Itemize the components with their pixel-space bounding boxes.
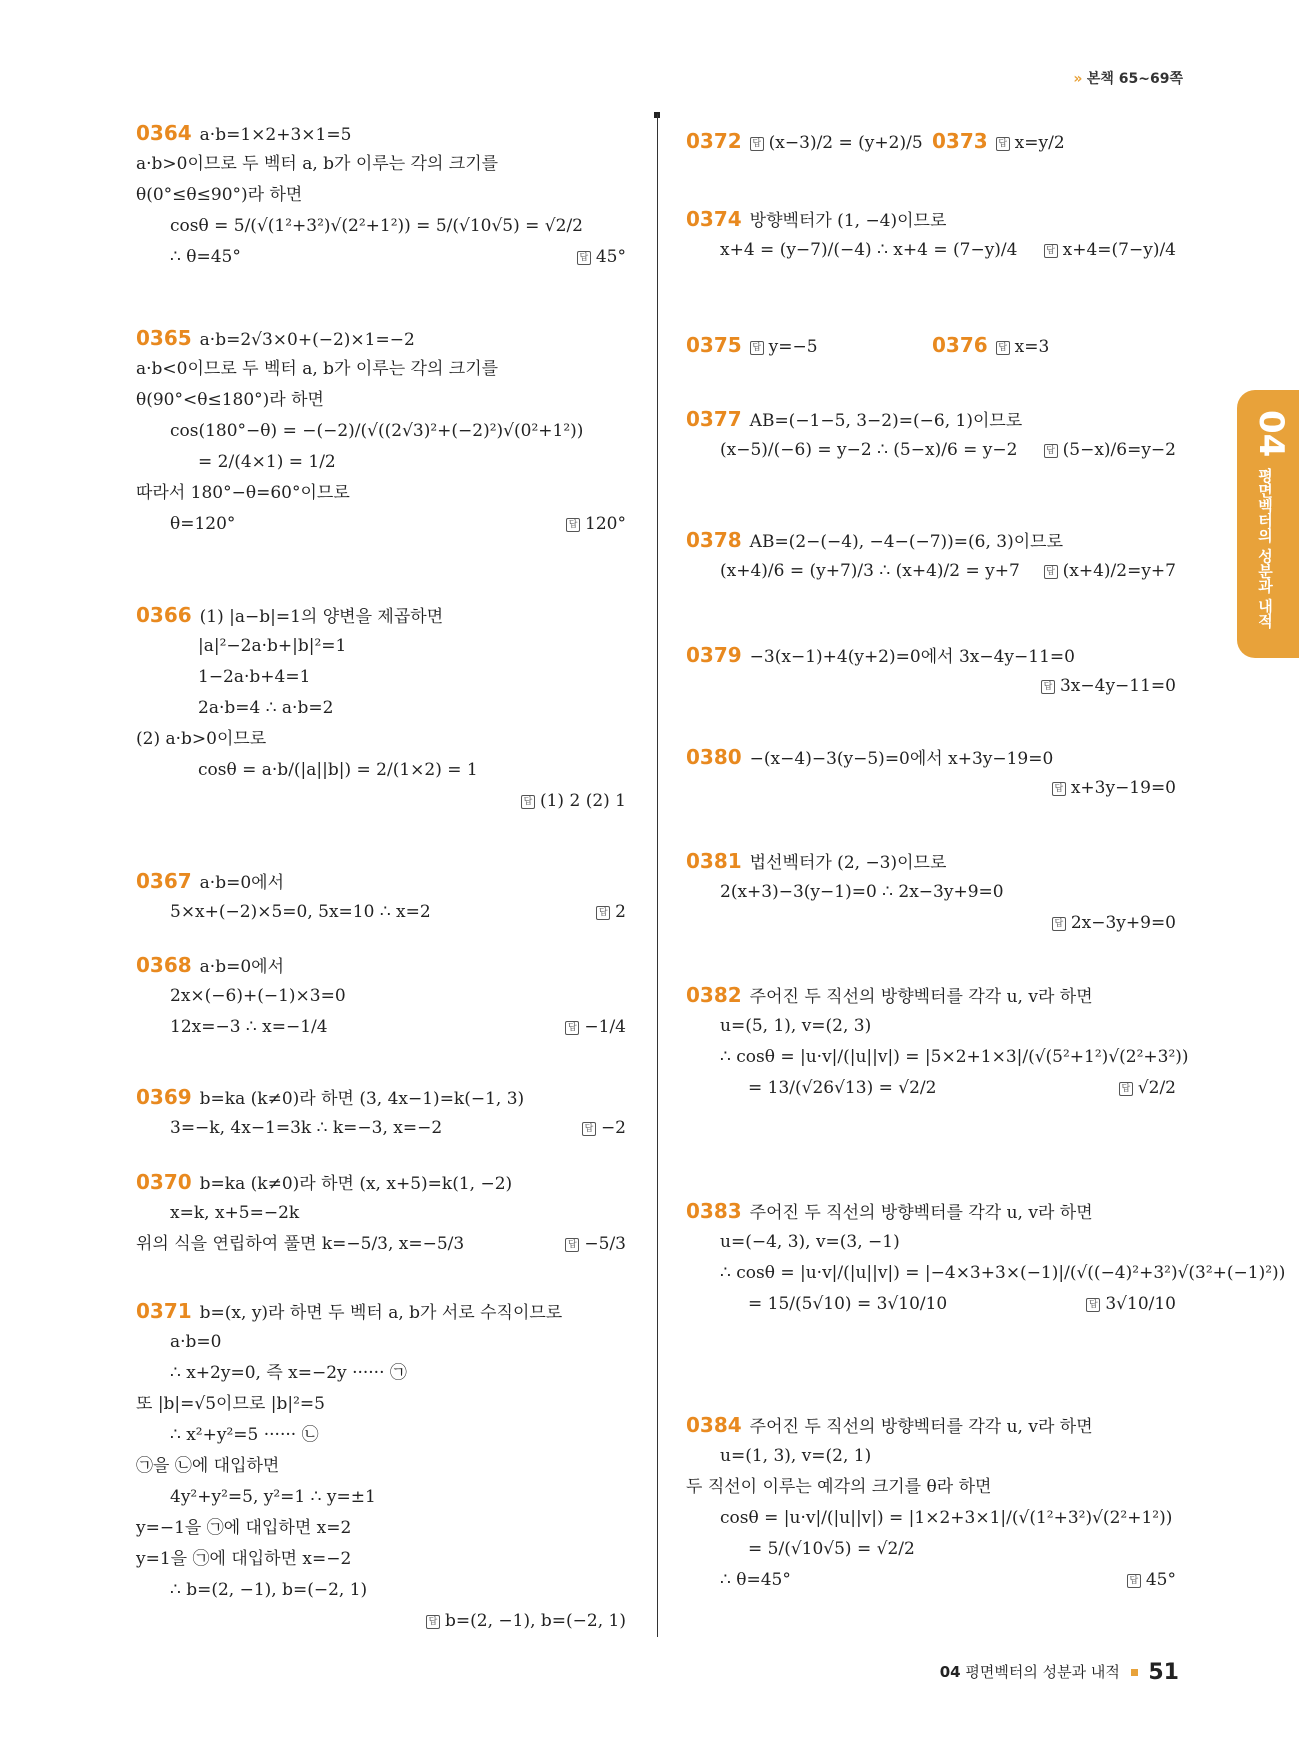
solution-line <box>136 118 626 149</box>
answer-text: x+3y−19=0 <box>1070 778 1176 798</box>
answer-icon: 답 <box>566 518 580 532</box>
line-text: 2x×(−6)+(−1)×3=0 <box>170 986 346 1006</box>
line-text: y=−1을 ㉠에 대입하면 x=2 <box>136 1518 352 1538</box>
solution-line <box>136 447 626 478</box>
solution-line <box>686 1565 1176 1596</box>
answer-icon: 답 <box>565 1238 579 1252</box>
problem-number: 0381 <box>686 849 742 873</box>
line-text: 주어진 두 직선의 방향벡터를 각각 u, v라 하면 <box>749 1417 1093 1437</box>
line-text: y=1을 ㉠에 대입하면 x=−2 <box>136 1549 352 1569</box>
answer-text: 120° <box>585 514 626 534</box>
footer-square-icon <box>1131 1669 1138 1676</box>
answer-mark <box>596 897 626 928</box>
problem-block <box>136 600 626 817</box>
solution-line <box>932 330 1172 361</box>
page-range-label: 본책 65~69쪽 <box>1086 71 1183 87</box>
line-text: a·b=0 <box>170 1332 222 1352</box>
solution-line <box>136 478 626 509</box>
answer-mark <box>521 786 626 817</box>
line-text: 또 |b|=√5이므로 |b|²=5 <box>136 1394 325 1414</box>
answer-mark <box>426 1606 626 1637</box>
problem-number: 0384 <box>686 1413 742 1437</box>
solution-line <box>136 1327 626 1358</box>
problem-block <box>136 1167 626 1260</box>
answer-icon: 답 <box>996 137 1010 151</box>
problem-block <box>136 323 626 540</box>
solution-line <box>686 435 1176 466</box>
answer-text: 45° <box>1145 1570 1176 1590</box>
solution-line <box>686 1289 1176 1320</box>
line-text: ∴ cosθ = |u·v|/(|u||v|) = |5×2+1×3|/(√(5²+1²)√(2²+3²)) <box>720 1047 1189 1067</box>
problem-number: 0383 <box>686 1199 742 1223</box>
solution-line <box>136 211 626 242</box>
solution-line <box>686 1196 1176 1227</box>
solution-line <box>686 525 1176 556</box>
chapter-tab <box>1237 390 1299 658</box>
solution-line <box>136 1606 626 1637</box>
solution-line <box>136 755 626 786</box>
solution-line <box>136 981 626 1012</box>
solution-line <box>136 1296 626 1327</box>
line-text: 주어진 두 직선의 방향벡터를 각각 u, v라 하면 <box>749 1203 1093 1223</box>
problem-block <box>686 980 1189 1104</box>
problem-block <box>686 525 1176 587</box>
solution-line <box>686 204 1176 235</box>
line-text: ∴ θ=45° <box>720 1570 791 1590</box>
line-text: cosθ = 5/(√(1²+3²)√(2²+1²)) = 5/(√10√5) = √2/2 <box>170 216 583 236</box>
problem-block <box>932 126 1172 157</box>
answer-text: (x+4)/2=y+7 <box>1062 561 1176 581</box>
line-text: a·b>0이므로 두 벡터 a, b가 이루는 각의 크기를 <box>136 154 499 174</box>
line-text: u=(5, 1), v=(2, 3) <box>720 1016 872 1036</box>
answer-icon: 답 <box>996 341 1010 355</box>
column-divider <box>657 114 658 1637</box>
solution-line <box>136 866 626 897</box>
line-text: 법선벡터가 (2, −3)이므로 <box>749 853 947 873</box>
line-text: 12x=−3 ∴ x=−1/4 <box>170 1017 328 1037</box>
solution-line <box>136 1575 626 1606</box>
solution-line <box>136 180 626 211</box>
page-number: 51 <box>1148 1660 1179 1685</box>
solution-line <box>136 600 626 631</box>
answer-mark <box>1127 1565 1176 1596</box>
problem-number: 0371 <box>136 1299 192 1323</box>
line-text: ∴ cosθ = |u·v|/(|u||v|) = |−4×3+3×(−1)|/(√((−4)²+3²)√(3²+(−1)²)) <box>720 1263 1286 1283</box>
line-text: cosθ = a·b/(|a||b|) = 2/(1×2) = 1 <box>198 760 478 780</box>
solution-line <box>136 509 626 540</box>
problem-block <box>686 1196 1286 1320</box>
answer-icon: 답 <box>1044 444 1058 458</box>
answer-text: 3x−4y−11=0 <box>1059 676 1176 696</box>
solution-line <box>686 556 1176 587</box>
line-text: = 2/(4×1) = 1/2 <box>198 452 336 472</box>
problem-block <box>686 742 1176 804</box>
line-text: θ(90°<θ≤180°)라 하면 <box>136 390 324 410</box>
line-text: u=(1, 3), v=(2, 1) <box>720 1446 872 1466</box>
line-text: b=(x, y)라 하면 두 벡터 a, b가 서로 수직이므로 <box>199 1303 563 1323</box>
answer-icon: 답 <box>582 1122 596 1136</box>
line-text: a·b=2√3×0+(−2)×1=−2 <box>199 330 415 350</box>
line-text: 5×x+(−2)×5=0, 5x=10 ∴ x=2 <box>170 902 431 922</box>
problem-block <box>136 866 626 928</box>
line-text: ㉠을 ㉡에 대입하면 <box>136 1456 280 1476</box>
answer-text: (5−x)/6=y−2 <box>1062 440 1176 460</box>
answer-icon: 답 <box>1044 565 1058 579</box>
problem-number: 0376 <box>932 333 988 357</box>
answer-icon: 답 <box>750 137 764 151</box>
answer-mark <box>577 242 626 273</box>
solution-line <box>136 385 626 416</box>
problem-block <box>136 950 626 1043</box>
answer-icon: 답 <box>1041 680 1055 694</box>
line-text: 4y²+y²=5, y²=1 ∴ y=±1 <box>170 1487 376 1507</box>
line-text: 1−2a·b+4=1 <box>198 667 311 687</box>
solution-line <box>136 1012 626 1043</box>
solution-line <box>136 354 626 385</box>
line-text: θ(0°≤θ≤90°)라 하면 <box>136 185 303 205</box>
solution-line <box>136 1229 626 1260</box>
line-text: 두 직선이 이루는 예각의 크기를 θ라 하면 <box>686 1477 992 1497</box>
solution-line <box>136 1544 626 1575</box>
line-text: 주어진 두 직선의 방향벡터를 각각 u, v라 하면 <box>749 987 1093 1007</box>
solution-line <box>686 742 1176 773</box>
answer-icon: 답 <box>1127 1574 1141 1588</box>
line-text: cosθ = |u·v|/(|u||v|) = |1×2+3×1|/(√(1²+3²)√(2²+1²)) <box>720 1508 1173 1528</box>
solution-line <box>136 631 626 662</box>
solution-line <box>686 877 1176 908</box>
answer-mark <box>1044 235 1176 266</box>
page-footer <box>940 1660 1179 1685</box>
solution-line <box>686 773 1176 804</box>
solution-line <box>136 416 626 447</box>
solution-line <box>136 1167 626 1198</box>
line-text: ∴ b=(2, −1), b=(−2, 1) <box>170 1580 368 1600</box>
chevron-icon: » <box>1073 71 1083 87</box>
answer-icon: 답 <box>426 1615 440 1629</box>
solution-line <box>932 126 1172 157</box>
line-text: AB=(2−(−4), −4−(−7))=(6, 3)이므로 <box>749 532 1063 552</box>
line-text: x+4 = (y−7)/(−4) ∴ x+4 = (7−y)/4 <box>720 240 1018 260</box>
problem-number: 0374 <box>686 207 742 231</box>
problem-block <box>686 404 1176 466</box>
answer-mark <box>566 509 626 540</box>
chapter-tab-title: 평면벡터의 성분과 내적 <box>1256 468 1274 629</box>
problem-number: 0367 <box>136 869 192 893</box>
answer-mark <box>1041 671 1176 702</box>
solution-line <box>136 1513 626 1544</box>
problem-block <box>932 330 1172 361</box>
line-text: (2) a·b>0이므로 <box>136 729 267 749</box>
solution-line <box>136 242 626 273</box>
problem-block <box>136 1296 626 1637</box>
line-text: x=y/2 <box>1014 133 1065 153</box>
problem-number: 0364 <box>136 121 192 145</box>
answer-icon: 답 <box>750 341 764 355</box>
line-text: (x+4)/6 = (y+7)/3 ∴ (x+4)/2 = y+7 <box>720 561 1020 581</box>
line-text: (x−3)/2 = (y+2)/5 <box>768 133 923 153</box>
answer-icon: 답 <box>1086 1298 1100 1312</box>
answer-icon: 답 <box>577 251 591 265</box>
answer-text: x+4=(7−y)/4 <box>1062 240 1176 260</box>
solution-line <box>686 1534 1176 1565</box>
solution-line <box>136 1451 626 1482</box>
line-text: 2(x+3)−3(y−1)=0 ∴ 2x−3y+9=0 <box>720 882 1004 902</box>
line-text: ∴ x+2y=0, 즉 x=−2y ······ ㉠ <box>170 1363 407 1383</box>
solution-line <box>686 1441 1176 1472</box>
problem-number: 0378 <box>686 528 742 552</box>
solution-line <box>686 1227 1176 1258</box>
line-text: a·b=0에서 <box>199 873 284 893</box>
solution-line <box>686 1472 1176 1503</box>
problem-number: 0370 <box>136 1170 192 1194</box>
line-text: 3=−k, 4x−1=3k ∴ k=−3, x=−2 <box>170 1118 443 1138</box>
line-text: a·b=0에서 <box>199 957 284 977</box>
line-text: −3(x−1)+4(y+2)=0에서 3x−4y−11=0 <box>749 647 1075 667</box>
solution-line <box>686 1410 1176 1441</box>
answer-icon: 답 <box>1052 782 1066 796</box>
answer-mark <box>1052 908 1176 939</box>
line-text: 따라서 180°−θ=60°이므로 <box>136 483 350 503</box>
line-text: a·b<0이므로 두 벡터 a, b가 이루는 각의 크기를 <box>136 359 499 379</box>
line-text: 위의 식을 연립하여 풀면 k=−5/3, x=−5/3 <box>136 1234 465 1254</box>
solution-line <box>136 786 626 817</box>
answer-text: 45° <box>595 247 626 267</box>
answer-mark <box>582 1113 626 1144</box>
answer-mark <box>1044 435 1176 466</box>
solution-line <box>136 149 626 180</box>
answer-icon: 답 <box>565 1021 579 1035</box>
page-range-header <box>1073 68 1183 88</box>
problem-number: 0372 <box>686 129 742 153</box>
problem-block <box>686 846 1176 939</box>
answer-text: 2x−3y+9=0 <box>1070 913 1176 933</box>
problem-number: 0380 <box>686 745 742 769</box>
line-text: b=ka (k≠0)라 하면 (x, x+5)=k(1, −2) <box>199 1174 513 1194</box>
problem-number: 0369 <box>136 1085 192 1109</box>
line-text: x=k, x+5=−2k <box>170 1203 300 1223</box>
line-text: u=(−4, 3), v=(3, −1) <box>720 1232 900 1252</box>
solution-line <box>686 846 1176 877</box>
answer-text: b=(2, −1), b=(−2, 1) <box>445 1611 626 1631</box>
answer-mark <box>565 1229 626 1260</box>
answer-text: 2 <box>615 902 626 922</box>
line-text: (1) |a−b|=1의 양변을 제곱하면 <box>199 607 444 627</box>
solution-line <box>136 323 626 354</box>
answer-mark <box>1052 773 1176 804</box>
line-text: 2a·b=4 ∴ a·b=2 <box>198 698 334 718</box>
solution-line <box>136 693 626 724</box>
answer-icon: 답 <box>1119 1082 1133 1096</box>
line-text: AB=(−1−5, 3−2)=(−6, 1)이므로 <box>749 411 1023 431</box>
solution-line <box>136 1358 626 1389</box>
solution-line <box>136 1389 626 1420</box>
answer-text: −2 <box>600 1118 626 1138</box>
answer-text: −5/3 <box>584 1234 626 1254</box>
chapter-tab-number: 04 <box>1251 410 1291 458</box>
answer-text: −1/4 <box>584 1017 626 1037</box>
solution-line <box>686 671 1176 702</box>
problem-block <box>686 640 1176 702</box>
solution-line <box>136 1482 626 1513</box>
line-text: ∴ θ=45° <box>170 247 241 267</box>
problem-number: 0375 <box>686 333 742 357</box>
line-text: = 15/(5√10) = 3√10/10 <box>748 1294 948 1314</box>
answer-mark <box>1086 1289 1176 1320</box>
line-text: x=3 <box>1014 337 1050 357</box>
problem-number: 0368 <box>136 953 192 977</box>
solution-line <box>686 1011 1176 1042</box>
problem-block <box>136 1082 626 1144</box>
solution-line <box>136 1198 626 1229</box>
answer-text: √2/2 <box>1137 1078 1176 1098</box>
problem-number: 0373 <box>932 129 988 153</box>
line-text: y=−5 <box>768 337 818 357</box>
answer-icon: 답 <box>596 906 610 920</box>
problem-block <box>136 118 626 273</box>
problem-number: 0382 <box>686 983 742 1007</box>
solution-line <box>136 724 626 755</box>
solution-line <box>686 404 1176 435</box>
answer-mark <box>1044 556 1176 587</box>
problem-number: 0379 <box>686 643 742 667</box>
solution-line <box>136 897 626 928</box>
problem-block <box>686 204 1176 266</box>
solution-line <box>136 1082 626 1113</box>
answer-mark <box>1119 1073 1176 1104</box>
line-text: 방향벡터가 (1, −4)이므로 <box>749 211 947 231</box>
solution-line <box>136 1420 626 1451</box>
answer-text: 3√10/10 <box>1105 1294 1176 1314</box>
solution-line <box>686 1042 1189 1073</box>
solution-line <box>686 1258 1286 1289</box>
solution-line <box>136 662 626 693</box>
line-text: b=ka (k≠0)라 하면 (3, 4x−1)=k(−1, 3) <box>199 1089 525 1109</box>
answer-text: (1) 2 (2) 1 <box>539 791 626 811</box>
solution-line <box>686 640 1176 671</box>
solution-line <box>686 908 1176 939</box>
solution-line <box>686 235 1176 266</box>
answer-mark <box>565 1012 626 1043</box>
line-text: a·b=1×2+3×1=5 <box>199 125 352 145</box>
answer-icon: 답 <box>1044 244 1058 258</box>
line-text: = 5/(√10√5) = √2/2 <box>748 1539 915 1559</box>
solution-line <box>686 1073 1176 1104</box>
solution-line <box>136 1113 626 1144</box>
solution-line <box>686 1503 1176 1534</box>
line-text: (x−5)/(−6) = y−2 ∴ (5−x)/6 = y−2 <box>720 440 1018 460</box>
line-text: cos(180°−θ) = −(−2)/(√((2√3)²+(−2)²)√(0²+1²)) <box>170 421 584 441</box>
line-text: −(x−4)−3(y−5)=0에서 x+3y−19=0 <box>749 749 1054 769</box>
answer-icon: 답 <box>1052 917 1066 931</box>
line-text: |a|²−2a·b+|b|²=1 <box>198 636 347 656</box>
line-text: θ=120° <box>170 514 236 534</box>
solution-line <box>686 980 1176 1011</box>
problem-number: 0377 <box>686 407 742 431</box>
solution-line <box>136 950 626 981</box>
problem-number: 0365 <box>136 326 192 350</box>
line-text: ∴ x²+y²=5 ······ ㉡ <box>170 1425 319 1445</box>
line-text: = 13/(√26√13) = √2/2 <box>748 1078 937 1098</box>
footer-title: 평면벡터의 성분과 내적 <box>965 1663 1120 1681</box>
problem-number: 0366 <box>136 603 192 627</box>
footer-chapter: 04 <box>939 1663 961 1681</box>
answer-icon: 답 <box>521 795 535 809</box>
problem-block <box>686 1410 1176 1596</box>
